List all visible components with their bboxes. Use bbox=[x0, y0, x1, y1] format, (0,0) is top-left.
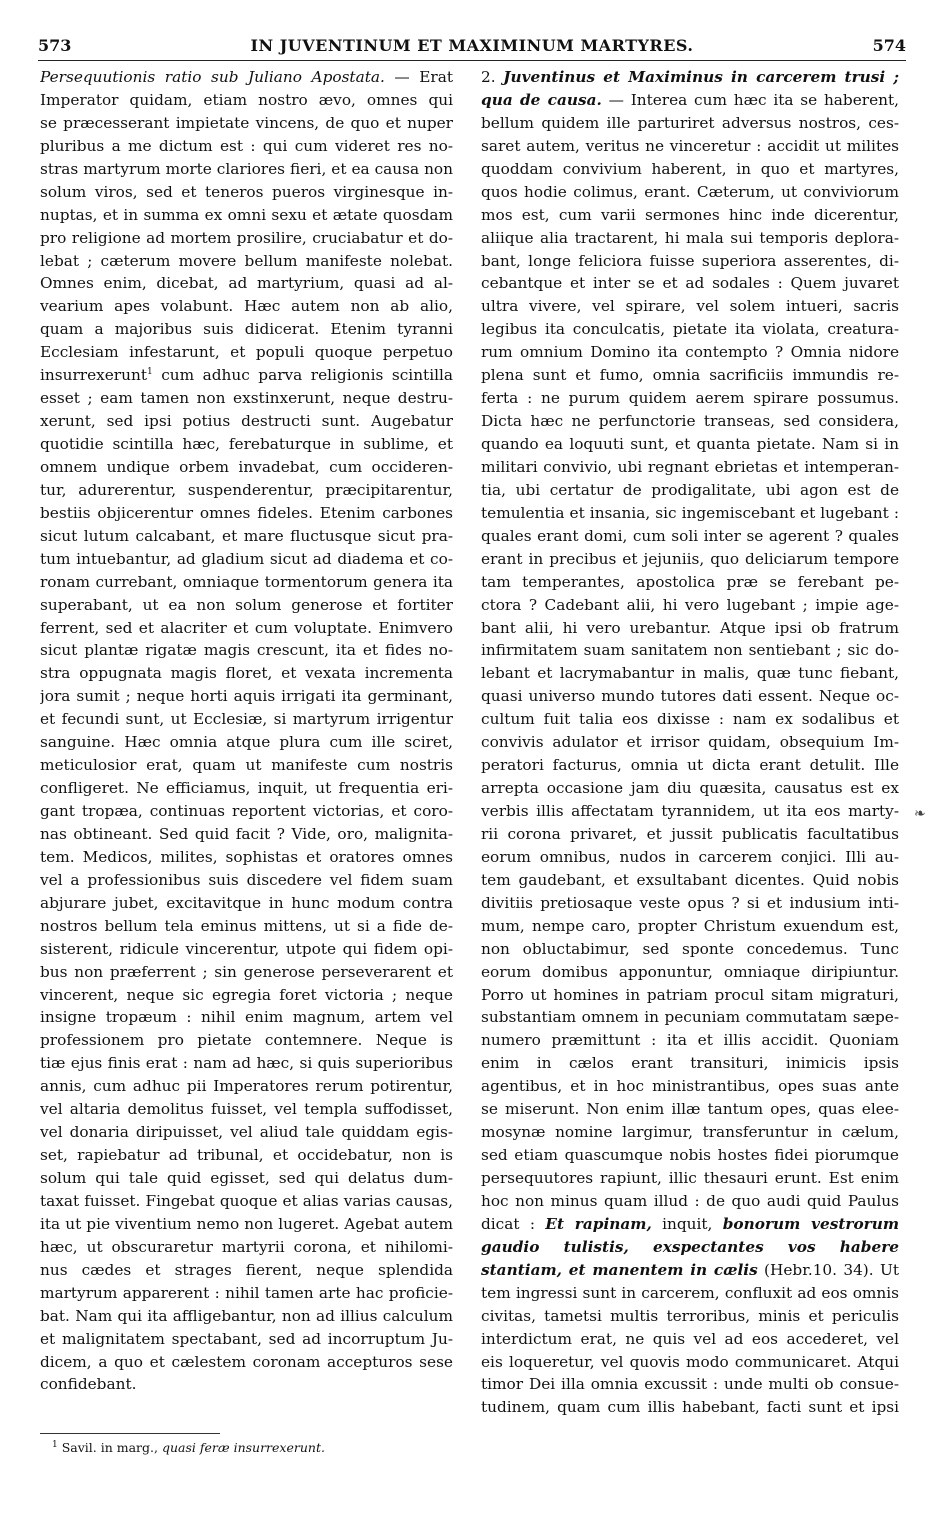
text-line: convivis adulator et irrisor quidam, obsequium Im- bbox=[481, 733, 899, 752]
text-line: quoddam convivium haberent, in quo et martyres, bbox=[481, 159, 899, 178]
text-line: jora sumit ; neque horti aquis irrigati ita germinant, bbox=[40, 687, 453, 706]
right-column-body bbox=[481, 112, 899, 1213]
text-line: Imperator quidam, etiam nostro ævo, omnes qui bbox=[40, 90, 453, 109]
text-line: annis, cum adhuc pii Imperatores rerum potirentur, bbox=[40, 1077, 453, 1096]
text-line: vincerent, neque sic egregia foret victoria ; neque bbox=[40, 985, 453, 1004]
text-line: nuptas, et in summa ex omni sexu et ætate quosdam bbox=[40, 205, 453, 224]
text-line: legibus ita conculcatis, pietate ita violata, creatura- bbox=[481, 320, 899, 339]
footnote-rule bbox=[40, 1433, 220, 1434]
text-line: taxat fuisset. Fingebat quoque et alias varias causas, bbox=[40, 1191, 453, 1210]
text-line: temulentia et insania, sic ingemiscebant et lugebant : bbox=[481, 503, 899, 522]
text-line: solum qui tale quid egisset, sed qui delatus dum- bbox=[40, 1169, 453, 1187]
text-line: substantiam omnem in pecuniam commutatam sæpe- bbox=[481, 1008, 899, 1027]
text-line: mosynæ nomine largimur, transferuntur in cælum, bbox=[481, 1123, 899, 1142]
text-line: gant tropæa, continuas reportent victorias, et coro- bbox=[40, 802, 453, 820]
text-line: tiæ ejus finis erat : nam ad hæc, si quis superioribus bbox=[40, 1054, 453, 1073]
footnote bbox=[52, 1438, 325, 1458]
text-line: hæc, ut obscuraretur martyrii corona, et nihilomi- bbox=[40, 1237, 453, 1256]
text-line: vearium apes volabunt. Hæc autem non ab alio, bbox=[40, 297, 453, 316]
text-line: ita ut pie viventium nemo non lugeret. Agebat autem bbox=[40, 1214, 453, 1233]
text-line: bant, longe feliciora fuisse superiora asserentes, di- bbox=[481, 251, 899, 270]
text-line: quando ea loquuti sunt, et quanta pietate. Nam si in bbox=[481, 435, 899, 453]
quote-line-3 bbox=[481, 1259, 899, 1282]
text-line: eorum omnibus, nudos in carcerem conjici. Illi au- bbox=[481, 847, 899, 866]
text-line: timor Dei illa omnia excussit : unde multi ob consue- bbox=[481, 1375, 899, 1394]
text-line: et malignitatem spectabant, sed ad incorruptum Ju- bbox=[40, 1329, 453, 1348]
text-line: meticulosior erat, quam ut manifeste cum nostris bbox=[40, 756, 453, 775]
text-line: cebantque et inter se et ad sodales : Quem juvaret bbox=[481, 274, 899, 293]
text-line: rum omnium Domino ita contempto ? Omnia nidore bbox=[481, 343, 899, 362]
text-line: tum intuebantur, ad gladium sicut ad diadema et co- bbox=[40, 549, 453, 568]
text-line: et fecundi sunt, ut Ecclesiæ, si martyrum irrigentur bbox=[40, 710, 453, 729]
text-line: tam temperantes, apostolica præ se ferebant pe- bbox=[481, 572, 899, 591]
margin-ornament-icon: ❧ bbox=[914, 806, 926, 822]
text-line: sed etiam quascumque nobis hostes fidei piorumque bbox=[481, 1146, 899, 1165]
text-line: infirmitatem suam sanitatem non sentiebant ; sic do- bbox=[481, 641, 899, 660]
section-number: 2. bbox=[481, 68, 496, 86]
text-line: mos est, cum varii sermones hinc inde dicerentur, bbox=[481, 205, 899, 224]
text-line: quos hodie colimus, erant. Cæterum, ut conviviorum bbox=[481, 182, 899, 201]
footnote-text: Savil. in marg., bbox=[57, 1440, 162, 1455]
text-line: non obluctabimur, sed sponte concedemus. Tunc bbox=[481, 939, 899, 958]
text-line: agentibus, et in hoc ministrantibus, opes suas ante bbox=[481, 1077, 899, 1096]
section-heading: Persequutionis ratio sub Juliano Apostata. bbox=[40, 68, 385, 86]
text-line: omnem undique orbem invadebat, cum occideren- bbox=[40, 457, 453, 476]
text-line: lebant et lacrymabantur in malis, quæ tunc fiebant, bbox=[481, 664, 899, 683]
text-line: xerunt, sed ipsi potius destructi sunt. Augebatur bbox=[40, 412, 453, 431]
text-line: superabant, ut ea non solum generose et fortiter bbox=[40, 595, 453, 614]
text-line: ctora ? Cadebant alii, hi vero lugebant ; impie age- bbox=[481, 595, 899, 614]
text-line: rii corona privaret, et jussit publicatis facultatibus bbox=[481, 824, 899, 843]
text-line: pluribus a me dictum est : qui cum videret res no- bbox=[40, 136, 453, 155]
text-line: vel donaria diripuisset, vel aliud tale quiddam egis- bbox=[40, 1123, 453, 1142]
text-line: aliique alia tractarent, hi mala sui temporis deplora- bbox=[481, 228, 899, 247]
text-line: eis loqueretur, vel quovis modo communicaret. Atqui bbox=[481, 1352, 899, 1371]
running-header bbox=[38, 36, 906, 61]
text-line: divitiis pretiosaque veste opus ? si et indusium inti- bbox=[481, 893, 899, 912]
quote-interjection: inquit, bbox=[651, 1214, 723, 1233]
scripture-quote: bonorum vestrorum bbox=[722, 1214, 899, 1233]
section-heading: Juventinus et Maximinus in carcerem trusi ; bbox=[503, 68, 899, 86]
text-line: Ecclesiam infestarunt, et populi quoque perpetuo bbox=[40, 343, 453, 362]
text-line: martyrum apparerent : nihil tamen arte hac proficie- bbox=[40, 1283, 453, 1302]
text-line: tem ingressi sunt in carcerem, confluxit ad eos omnis bbox=[481, 1283, 899, 1302]
text-line: quotidie scintilla hæc, ferebaturque in sublime, et bbox=[40, 435, 453, 453]
text-line: se miserunt. Non enim illæ tantum opes, quas elee- bbox=[481, 1100, 899, 1119]
quote-line-1 bbox=[481, 1213, 899, 1236]
text-line: numero præmittunt : ita et illis accidit. Quoniam bbox=[481, 1031, 899, 1050]
text-line: pro religione ad mortem prosilire, cruciabatur et do- bbox=[40, 228, 453, 247]
text-line: civitas, tametsi multis terroribus, minis et periculis bbox=[481, 1306, 899, 1325]
text-line: stra oppugnata magis floret, et vexata incrementa bbox=[40, 664, 453, 683]
text-line: erant in precibus et jejuniis, quo deliciarum tempore bbox=[481, 549, 899, 568]
text-fragment: insurrexerunt bbox=[40, 366, 147, 385]
heading-tail: — Interea cum hæc ita se haberent, bbox=[608, 90, 899, 109]
footnote-marker: 1 bbox=[52, 1439, 58, 1450]
scripture-quote: stantiam, et manentem in cælis bbox=[481, 1260, 758, 1279]
section-heading-line bbox=[40, 66, 453, 89]
text-line: Porro ut homines in patriam procul sitam migraturi, bbox=[481, 985, 899, 1004]
section-heading-line bbox=[481, 66, 899, 89]
page-number-left: 573 bbox=[38, 36, 72, 55]
right-column-tail bbox=[481, 1282, 899, 1420]
text-line bbox=[40, 364, 453, 387]
text-line: lebat ; cæterum movere bellum manifeste nolebat. bbox=[40, 251, 453, 270]
text-line: nostros bellum tela eminus mittens, ut si a fide de- bbox=[40, 916, 453, 935]
text-line: set, rapiebatur ad tribunal, et occidebatur, non is bbox=[40, 1146, 453, 1165]
text-line: ferta : ne purum quidem aerem spirare possumus. bbox=[481, 389, 899, 408]
heading-tail: — Erat bbox=[384, 68, 453, 86]
text-line: quasi universo mundo tutores dati essent. Neque oc- bbox=[481, 687, 899, 706]
text-line: se præcesserant impietate vincens, de quo et nuper bbox=[40, 113, 453, 132]
section-heading-line-2 bbox=[481, 89, 899, 112]
text-line: tur, adurerentur, suspenderentur, præcipitarentur, bbox=[40, 480, 453, 499]
text-line: solum viros, sed et teneros pueros virginesque in- bbox=[40, 182, 453, 201]
text-line: vel altaria demolitus fuisset, vel templa suffodisset, bbox=[40, 1100, 453, 1119]
text-line: bant alii, hi vero urebantur. Atque ipsi ob fratrum bbox=[481, 618, 899, 637]
text-line: stras martyrum morte clariores fieri, et ea causa non bbox=[40, 159, 453, 178]
page-number-right: 574 bbox=[872, 36, 906, 55]
footnote-quote: quasi feræ insurrexerunt. bbox=[161, 1440, 325, 1455]
footnote-reference: 1 bbox=[146, 367, 153, 378]
scripture-reference: (Hebr.10. 34). Ut bbox=[764, 1260, 899, 1279]
text-line: bat. Nam qui ita affligebantur, non ad illius calculum bbox=[40, 1306, 453, 1325]
text-line: quam a majoribus suis didicerat. Etenim tyranni bbox=[40, 320, 453, 339]
text-line: dicem, a quo et cælestem coronam accepturos sese bbox=[40, 1352, 453, 1371]
text-line: insigne tropæum : nihil enim magnum, artem vel bbox=[40, 1008, 453, 1027]
text-line: sanguine. Hæc omnia atque plura cum ille sciret, bbox=[40, 733, 453, 752]
text-line: vel a professionibus suis discedere vel fidem suam bbox=[40, 870, 453, 889]
text-line: bestiis objicerentur omnes fideles. Etenim carbones bbox=[40, 503, 453, 522]
right-column bbox=[481, 66, 899, 1419]
text-line: tem. Medicos, milites, sophistas et oratores omnes bbox=[40, 847, 453, 866]
text-line: sicut plantæ rigatæ magis crescunt, ita et fides no- bbox=[40, 641, 453, 660]
text-line: confligeret. Ne efficiamus, inquit, ut frequentia eri- bbox=[40, 779, 453, 798]
text-line: quales erant domi, cum soli inter se agerent ? quales bbox=[481, 526, 899, 545]
text-line: Dicta hæc ne perfunctorie transeas, sed considera, bbox=[481, 412, 899, 431]
text-line: Omnes enim, dicebat, ad martyrium, quasi ad al- bbox=[40, 274, 453, 293]
text-line: nas obtineant. Sed quid facit ? Vide, oro, malignita- bbox=[40, 824, 453, 843]
text-line: sisterent, ridicule vincerentur, utpote qui fidem opi- bbox=[40, 939, 453, 958]
text-line: tudinem, quam cum illis habebant, facti sunt et ipsi bbox=[481, 1398, 899, 1417]
text-line: plena sunt et fumo, omnia sacrificiis immundis re- bbox=[481, 366, 899, 385]
text-line: tem gaudebant, et exsultabant dicentes. Quid nobis bbox=[481, 870, 899, 889]
text-line: peratori facturus, omnia ut dicta erant detulit. Ille bbox=[481, 756, 899, 775]
text-line: interdictum erat, ne quis vel ad eos accederet, vel bbox=[481, 1329, 899, 1348]
text-line: ferrent, sed et alacriter et cum voluptate. Enimvero bbox=[40, 618, 453, 637]
text-line: confidebant. bbox=[40, 1375, 137, 1394]
text-line: mum, nempe caro, propter Christum exuendum est, bbox=[481, 916, 899, 935]
text-line: militari convivio, ubi regnant ebrietas et intemperan- bbox=[481, 457, 899, 476]
text-line: dicat : bbox=[481, 1214, 546, 1233]
text-line: persequutores rapiunt, illic thesauri erunt. Est enim bbox=[481, 1169, 899, 1187]
text-line: sicut lutum calcabant, et mare fluctusque sicut pra- bbox=[40, 526, 453, 545]
section-heading-2: qua de causa. bbox=[481, 90, 602, 109]
running-title: IN JUVENTINUM ET MAXIMINUM MARTYRES. bbox=[250, 36, 694, 55]
text-line: esset ; eam tamen non exstinxerunt, neque destru- bbox=[40, 389, 453, 408]
text-line: saret autem, veritus ne vinceretur : accidit ut milites bbox=[481, 136, 899, 155]
text-fragment: cum adhuc parva religionis scintilla bbox=[152, 366, 453, 385]
text-line: hoc non minus quam illud : de quo audi quid Paulus bbox=[481, 1191, 899, 1210]
left-column-body bbox=[40, 89, 453, 1396]
text-line: ultra vivere, vel spirare, vel solem intueri, sacris bbox=[481, 297, 899, 316]
text-line: arrepta occasione jam diu quæsita, causatus est ex bbox=[481, 779, 899, 798]
scripture-quote: Et rapinam, bbox=[545, 1214, 652, 1233]
text-line: abjurare jubet, excitavitque in hunc modum contra bbox=[40, 893, 453, 912]
text-line: nus cædes et strages fierent, neque splendida bbox=[40, 1260, 453, 1279]
text-line: professionem pro pietate contemnere. Neque is bbox=[40, 1031, 453, 1050]
quote-line-2: gaudio tulistis, exspectantes vos habere bbox=[481, 1237, 899, 1256]
text-line: bellum quidem ille parturiret adversus nostros, ces- bbox=[481, 113, 899, 132]
text-line: eorum domibus apponuntur, omniaque diripiuntur. bbox=[481, 962, 899, 981]
text-line: ronam currebant, omniaque tormentorum genera ita bbox=[40, 572, 453, 591]
text-line: cultum fuit talia eos dixisse : nam ex sodalibus et bbox=[481, 710, 899, 729]
text-line: bus non præferrent ; sin generose perseverarent et bbox=[40, 962, 453, 981]
text-line: verbis illis affectatam tyrannidem, ut ita eos marty- bbox=[481, 802, 899, 820]
left-column bbox=[40, 66, 453, 1396]
text-line: tia, ubi certatur de prodigalitate, ubi agon est de bbox=[481, 480, 899, 499]
text-line: enim in cælos erant transituri, inimicis ipsis bbox=[481, 1054, 899, 1073]
